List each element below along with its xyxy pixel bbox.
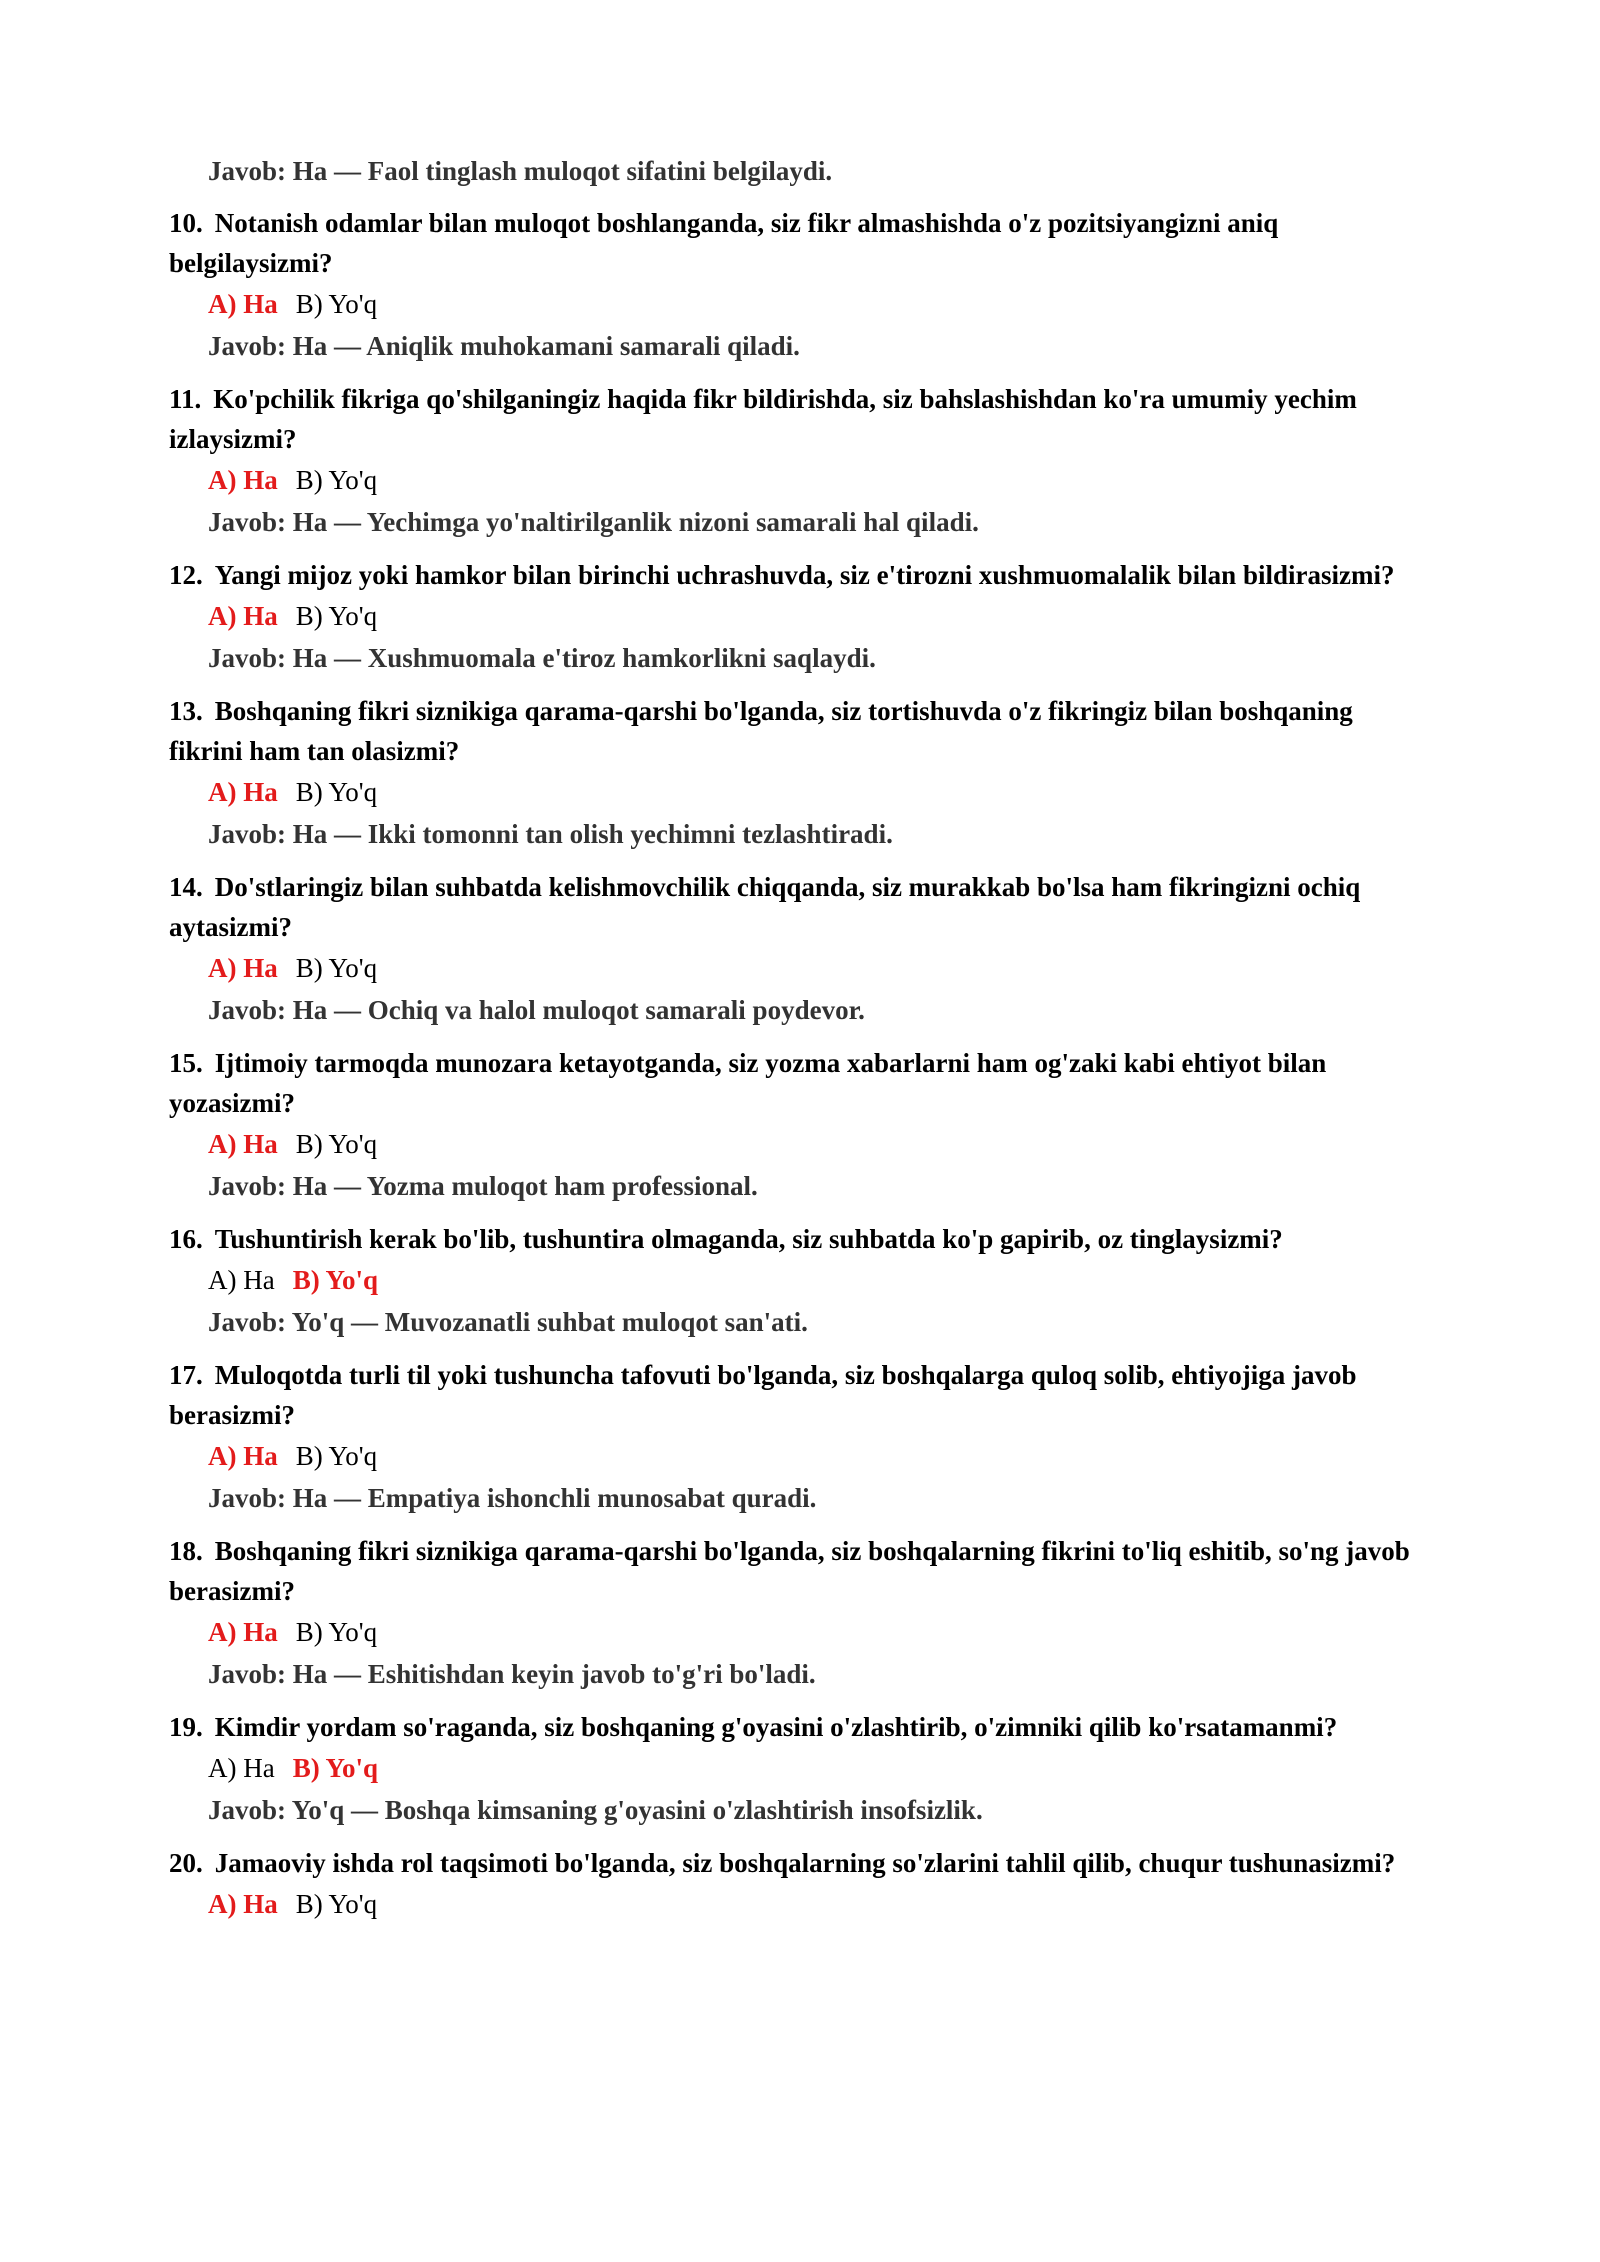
option-b-correct: B) Yo'q [292, 1265, 379, 1295]
answer-options [208, 595, 1414, 638]
question-body: Ko'pchilik fikriga qo'shilganingiz haqida fikr bildirishda, siz bahslashishdan ko'ra umumiy yechim izlaysizmi? [169, 384, 1357, 454]
question-number: 17. [169, 1360, 203, 1390]
answer-options [208, 459, 1414, 502]
question-number: 14. [169, 872, 203, 902]
question-body: Notanish odamlar bilan muloqot boshlanganda, siz fikr almashishda o'z pozitsiyangizni aniq belgilaysizmi? [169, 208, 1279, 278]
answer-explanation: Javob: Ha — Ikki tomonni tan olish yechimni tezlashtiradi. [208, 819, 893, 849]
question-number: 10. [169, 208, 203, 238]
answer-explanation: Javob: Ha — Aniqlik muhokamani samarali qiladi. [208, 331, 800, 361]
answer-options [208, 771, 1414, 814]
option-a-correct: A) Ha [208, 601, 278, 631]
question-body: Ijtimoiy tarmoqda munozara ketayotganda, siz yozma xabarlarni ham og'zaki kabi ehtiyot bilan yozasizmi? [169, 1048, 1327, 1118]
option-b: B) Yo'q [295, 1889, 378, 1919]
question-text [169, 555, 1414, 595]
question-item [169, 1355, 1414, 1519]
answer-explanation: Javob: Ha — Xushmuomala e'tiroz hamkorlikni saqlaydi. [208, 643, 876, 673]
answer-options [208, 1611, 1414, 1654]
option-a: A) Ha [208, 1265, 275, 1295]
question-item [169, 867, 1414, 1031]
option-b-correct: B) Yo'q [292, 1753, 379, 1783]
question-item [169, 1219, 1414, 1343]
answer-explanation: Javob: Ha — Yozma muloqot ham professional. [208, 1171, 758, 1201]
question-text [169, 1355, 1414, 1435]
question-body: Do'stlaringiz bilan suhbatda kelishmovchilik chiqqanda, siz murakkab bo'lsa ham fikringizni ochiq aytasizmi? [169, 872, 1361, 942]
question-number: 13. [169, 696, 203, 726]
answer-explanation: Javob: Yo'q — Boshqa kimsaning g'oyasini o'zlashtirish insofsizlik. [208, 1795, 983, 1825]
question-number: 20. [169, 1848, 203, 1878]
answer-options [208, 1435, 1414, 1478]
question-list [0, 203, 1600, 1926]
question-text [169, 379, 1414, 459]
question-text [169, 1707, 1414, 1747]
question-body: Yangi mijoz yoki hamkor bilan birinchi uchrashuvda, siz e'tirozni xushmuomalalik bilan bildirasizmi? [214, 560, 1395, 590]
answer-explanation: Javob: Ha — Empatiya ishonchli munosabat quradi. [208, 1483, 817, 1513]
question-number: 16. [169, 1224, 203, 1254]
option-a-correct: A) Ha [208, 1441, 278, 1471]
option-b: B) Yo'q [295, 777, 378, 807]
option-a: A) Ha [208, 1753, 275, 1783]
option-b: B) Yo'q [295, 1129, 378, 1159]
answer-options [208, 1883, 1414, 1926]
question-number: 11. [169, 384, 202, 414]
option-b: B) Yo'q [295, 465, 378, 495]
question-item [169, 555, 1414, 679]
option-a-correct: A) Ha [208, 777, 278, 807]
question-number: 12. [169, 560, 203, 590]
answer-options [208, 1747, 1414, 1790]
option-b: B) Yo'q [295, 953, 378, 983]
question-item [169, 691, 1414, 855]
option-a-correct: A) Ha [208, 465, 278, 495]
question-text [169, 691, 1414, 771]
option-a-correct: A) Ha [208, 1889, 278, 1919]
question-body: Kimdir yordam so'raganda, siz boshqaning g'oyasini o'zlashtirib, o'zimniki qilib ko'rsatamanmi? [214, 1712, 1338, 1742]
option-a-correct: A) Ha [208, 289, 278, 319]
answer-options [208, 947, 1414, 990]
answer-options [208, 1259, 1414, 1302]
question-body: Muloqotda turli til yoki tushuncha tafovuti bo'lganda, siz boshqalarga quloq solib, ehtiyojiga javob berasizmi? [169, 1360, 1357, 1430]
answer-options [208, 1123, 1414, 1166]
question-item [169, 1843, 1414, 1926]
question-item [169, 379, 1414, 543]
question-number: 15. [169, 1048, 203, 1078]
question-item [169, 1043, 1414, 1207]
answer-explanation: Javob: Ha — Eshitishdan keyin javob to'g'ri bo'ladi. [208, 1659, 816, 1689]
option-b: B) Yo'q [295, 1441, 378, 1471]
option-b: B) Yo'q [295, 601, 378, 631]
answer-options [208, 283, 1414, 326]
question-number: 19. [169, 1712, 203, 1742]
option-a-correct: A) Ha [208, 1617, 278, 1647]
question-text [169, 203, 1414, 283]
question-item [169, 1531, 1414, 1695]
option-b: B) Yo'q [295, 289, 378, 319]
question-text [169, 1219, 1414, 1259]
answer-explanation: Javob: Yo'q — Muvozanatli suhbat muloqot san'ati. [208, 1307, 808, 1337]
answer-explanation: Javob: Ha — Yechimga yo'naltirilganlik nizoni samarali hal qiladi. [208, 507, 979, 537]
question-number: 18. [169, 1536, 203, 1566]
question-text [169, 1843, 1414, 1883]
question-body: Jamaoviy ishda rol taqsimoti bo'lganda, siz boshqalarning so'zlarini tahlil qilib, chuqur tushunasizmi? [214, 1848, 1396, 1878]
question-text [169, 1531, 1414, 1611]
question-text [169, 867, 1414, 947]
question-item [169, 203, 1414, 367]
option-a-correct: A) Ha [208, 953, 278, 983]
question-body: Boshqaning fikri siznikiga qarama-qarshi bo'lganda, siz tortishuvda o'z fikringiz bilan boshqaning fikrini ham tan olasizmi? [169, 696, 1353, 766]
option-a-correct: A) Ha [208, 1129, 278, 1159]
question-body: Tushuntirish kerak bo'lib, tushuntira olmaganda, siz suhbatda ko'p gapirib, oz tinglaysizmi? [214, 1224, 1283, 1254]
answer-explanation-9: Javob: Ha — Faol tinglash muloqot sifatini belgilaydi. [208, 156, 833, 186]
option-b: B) Yo'q [295, 1617, 378, 1647]
question-item [169, 1707, 1414, 1831]
question-body: Boshqaning fikri siznikiga qarama-qarshi bo'lganda, siz boshqalarning fikrini to'liq eshitib, so'ng javob berasizmi? [169, 1536, 1410, 1606]
answer-explanation: Javob: Ha — Ochiq va halol muloqot samarali poydevor. [208, 995, 865, 1025]
question-text [169, 1043, 1414, 1123]
